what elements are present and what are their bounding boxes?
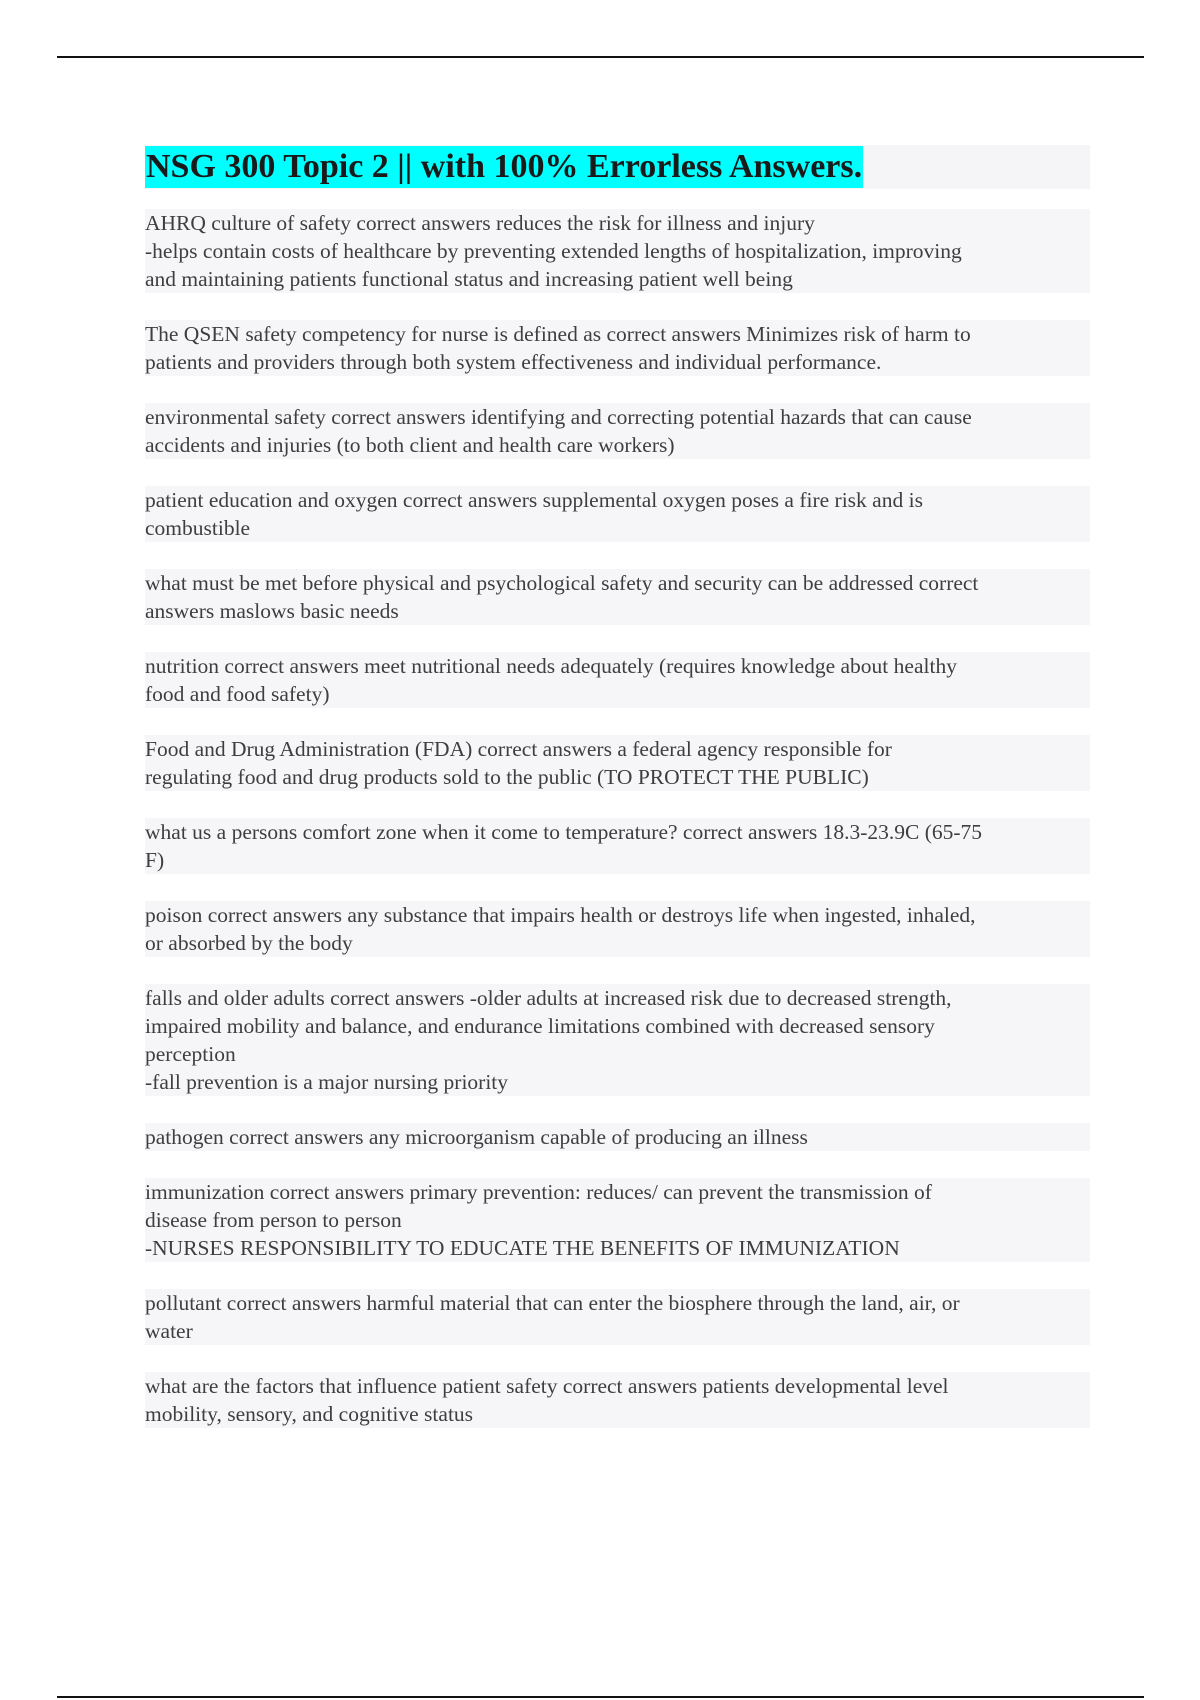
qa-entry-line: impaired mobility and balance, and endurance limitations combined with decreased sensory	[145, 1012, 1090, 1040]
qa-entry	[145, 1123, 1090, 1151]
qa-list	[145, 209, 1090, 1455]
qa-entry-line: immunization correct answers primary prevention: reduces/ can prevent the transmission of	[145, 1178, 1090, 1206]
title-band	[145, 145, 1090, 189]
qa-entry-line: or absorbed by the body	[145, 929, 1090, 957]
qa-entry-line: -NURSES RESPONSIBILITY TO EDUCATE THE BENEFITS OF IMMUNIZATION	[145, 1234, 1090, 1262]
document-body	[145, 145, 1090, 1455]
qa-entry-line: poison correct answers any substance that impairs health or destroys life when ingested, inhaled,	[145, 901, 1090, 929]
qa-entry-line: and maintaining patients functional status and increasing patient well being	[145, 265, 1090, 293]
qa-entry	[145, 735, 1090, 791]
qa-entry-line: -helps contain costs of healthcare by preventing extended lengths of hospitalization, improving	[145, 237, 1090, 265]
qa-entry-line: patient education and oxygen correct answers supplemental oxygen poses a fire risk and is	[145, 486, 1090, 514]
qa-entry	[145, 652, 1090, 708]
qa-entry	[145, 901, 1090, 957]
qa-entry-line: water	[145, 1317, 1090, 1345]
qa-entry-line: regulating food and drug products sold to the public (TO PROTECT THE PUBLIC)	[145, 763, 1090, 791]
qa-entry-line: answers maslows basic needs	[145, 597, 1090, 625]
qa-entry-line: patients and providers through both system effectiveness and individual performance.	[145, 348, 1090, 376]
qa-entry-line: mobility, sensory, and cognitive status	[145, 1400, 1090, 1428]
qa-entry	[145, 818, 1090, 874]
qa-entry-line: combustible	[145, 514, 1090, 542]
qa-entry	[145, 569, 1090, 625]
qa-entry-line: disease from person to person	[145, 1206, 1090, 1234]
qa-entry-line: -fall prevention is a major nursing priority	[145, 1068, 1090, 1096]
qa-entry	[145, 1178, 1090, 1262]
qa-entry-line: falls and older adults correct answers -older adults at increased risk due to decreased strength,	[145, 984, 1090, 1012]
qa-entry-line: accidents and injuries (to both client and health care workers)	[145, 431, 1090, 459]
qa-entry-line: The QSEN safety competency for nurse is defined as correct answers Minimizes risk of harm to	[145, 320, 1090, 348]
qa-entry-line: pollutant correct answers harmful material that can enter the biosphere through the land, air, or	[145, 1289, 1090, 1317]
document-title: NSG 300 Topic 2 || with 100% Errorless Answers.	[145, 146, 863, 188]
qa-entry-line: AHRQ culture of safety correct answers reduces the risk for illness and injury	[145, 209, 1090, 237]
qa-entry-line: food and food safety)	[145, 680, 1090, 708]
qa-entry-line: what us a persons comfort zone when it come to temperature? correct answers 18.3-23.9C (65-75	[145, 818, 1090, 846]
qa-entry-line: F)	[145, 846, 1090, 874]
qa-entry-line: Food and Drug Administration (FDA) correct answers a federal agency responsible for	[145, 735, 1090, 763]
bottom-rule	[57, 1696, 1144, 1698]
qa-entry	[145, 486, 1090, 542]
qa-entry-line: nutrition correct answers meet nutritional needs adequately (requires knowledge about healthy	[145, 652, 1090, 680]
qa-entry-line: perception	[145, 1040, 1090, 1068]
qa-entry-line: what are the factors that influence patient safety correct answers patients developmental level	[145, 1372, 1090, 1400]
qa-entry-line: what must be met before physical and psychological safety and security can be addressed correct	[145, 569, 1090, 597]
qa-entry	[145, 984, 1090, 1096]
qa-entry	[145, 403, 1090, 459]
qa-entry	[145, 1372, 1090, 1428]
qa-entry-line: pathogen correct answers any microorganism capable of producing an illness	[145, 1123, 1090, 1151]
qa-entry	[145, 320, 1090, 376]
qa-entry-line: environmental safety correct answers identifying and correcting potential hazards that can cause	[145, 403, 1090, 431]
top-rule	[57, 56, 1144, 58]
qa-entry	[145, 209, 1090, 293]
qa-entry	[145, 1289, 1090, 1345]
